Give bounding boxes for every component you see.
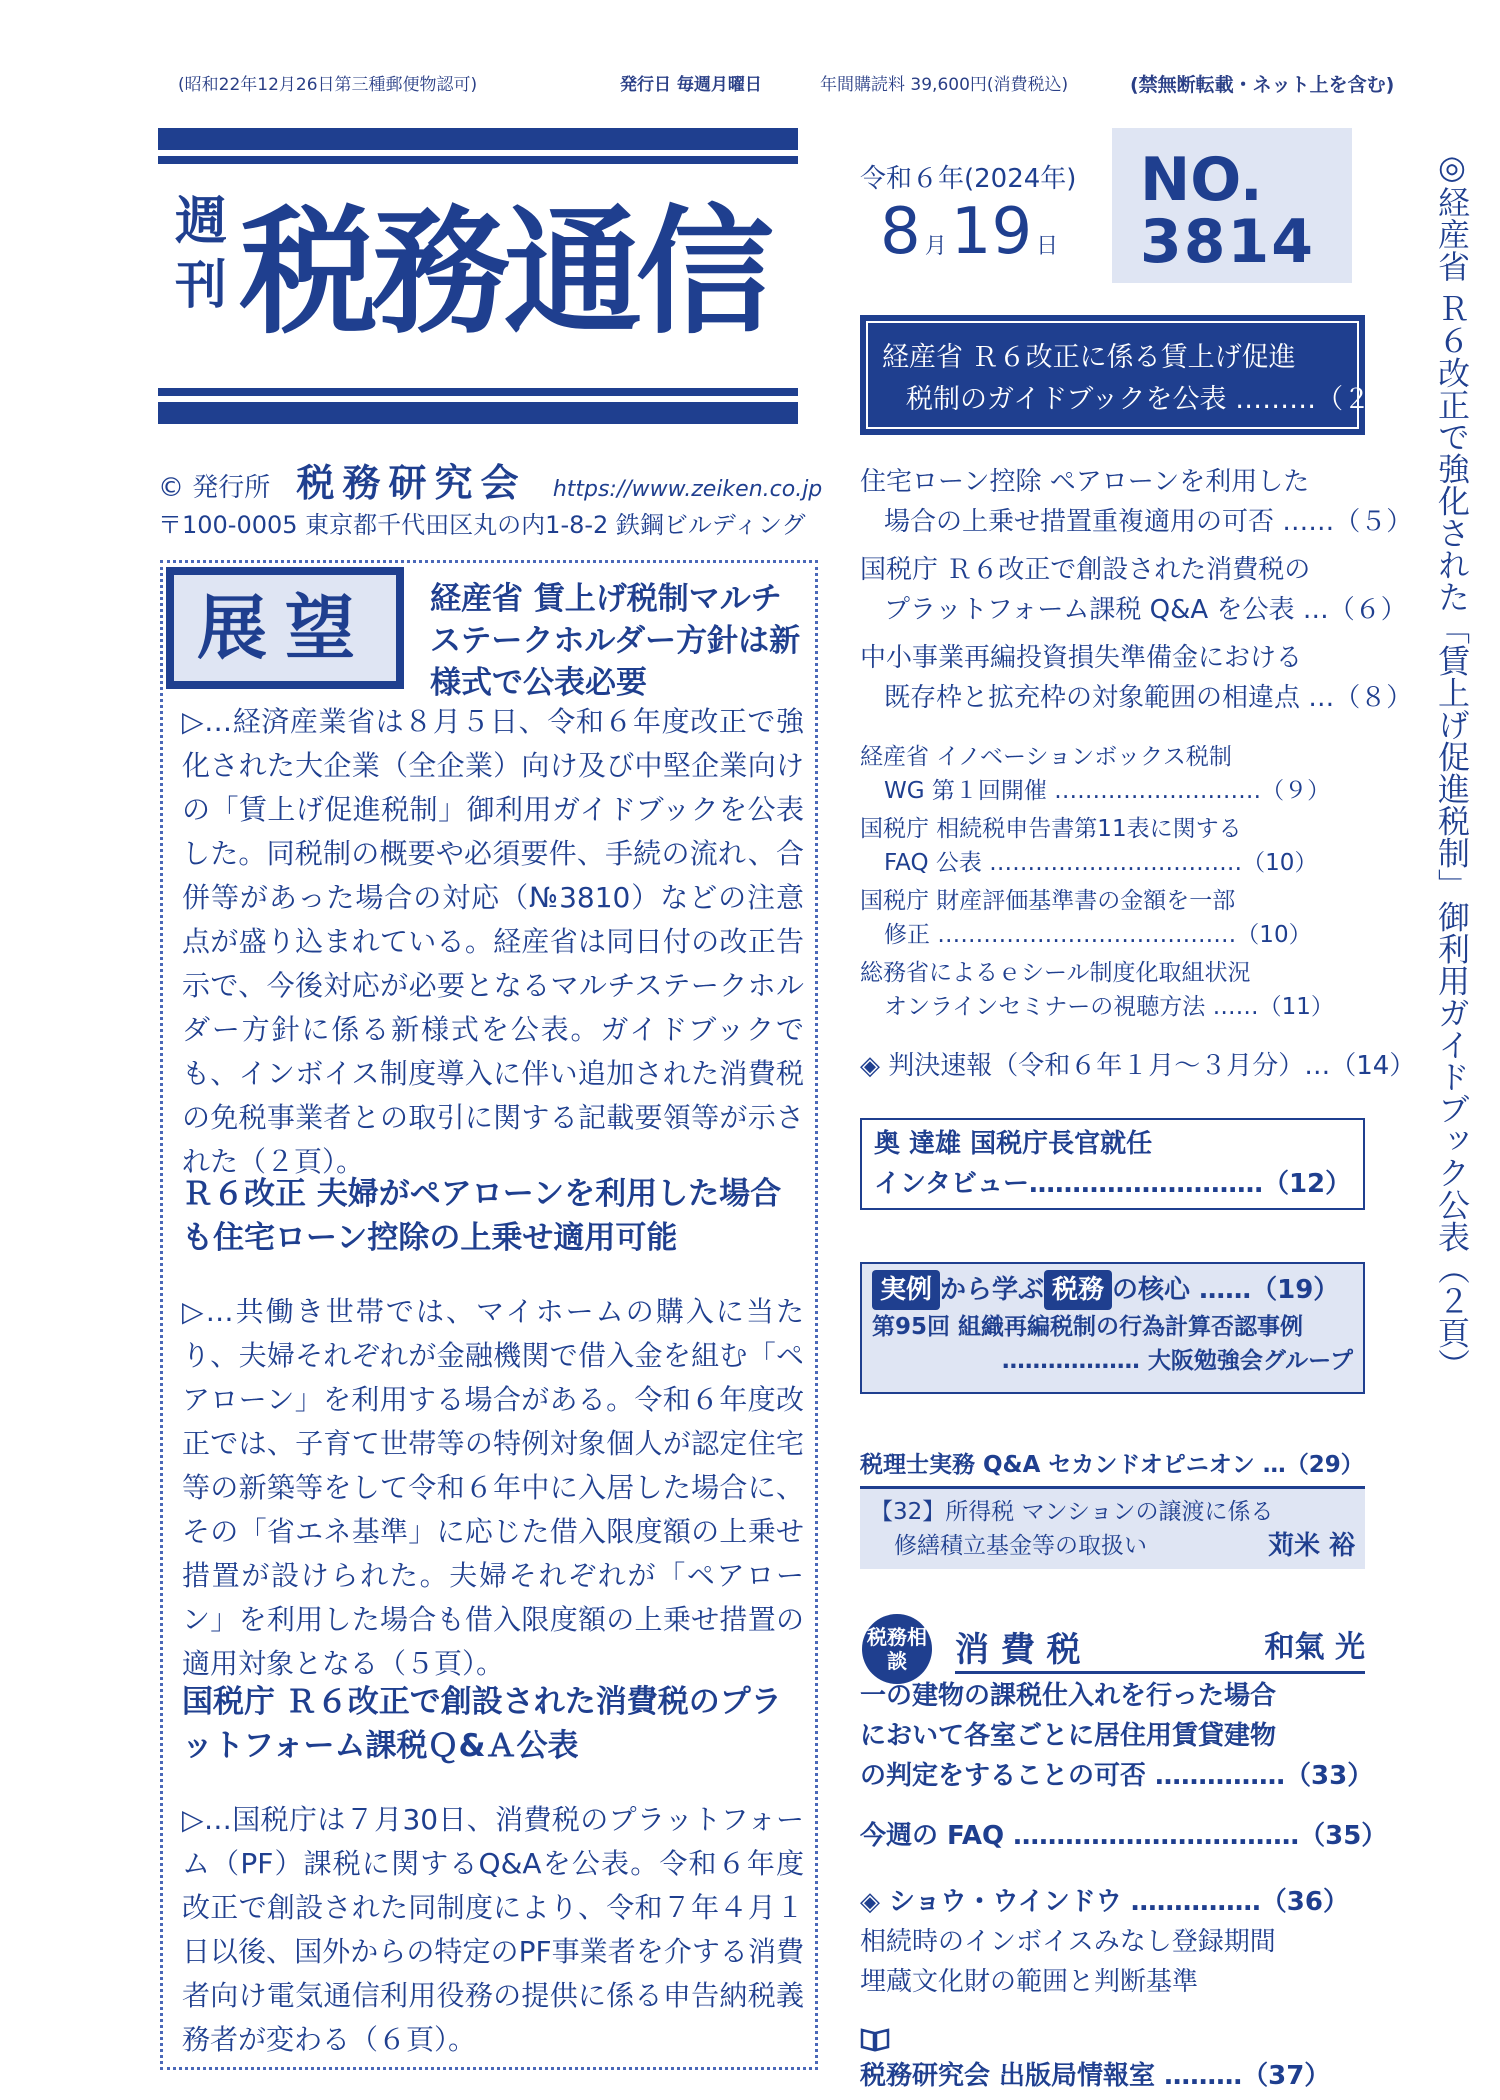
toc-item-sme-reserve[interactable] <box>860 638 1413 718</box>
toc-item-valuation[interactable] <box>860 884 1365 952</box>
issue-day-unit: 日 <box>1036 234 1059 259</box>
issue-number-label: NO. <box>1140 145 1263 215</box>
toc-item-rulings[interactable] <box>860 1046 1416 1086</box>
issue-day: 19 <box>950 195 1033 269</box>
toc-item-show-window[interactable] <box>860 1882 1365 2002</box>
toc-text: 国税庁 相続税申告書第11表に関する <box>860 816 1242 842</box>
copyright-notice: (禁無断転載・ネット上を含む) <box>1130 74 1395 96</box>
toc-text: 国税庁 財産評価基準書の金額を一部 <box>860 888 1236 914</box>
toc-text: 税務研究会 出版局情報室 ………（37） <box>860 2061 1331 2091</box>
outlook-head-3: 国税庁 Ｒ６改正で創設された消費税のプラットフォーム課税Ｑ&Ａ公表 <box>182 1684 782 1764</box>
outlook-badge: 展望 <box>174 575 396 681</box>
toc-text: 住宅ローン控除 ペアローンを利用した <box>860 467 1310 497</box>
toc-text: インタビュー………………………（12） <box>874 1169 1352 1199</box>
toc-text: 国税庁 Ｒ６改正で創設された消費税の <box>860 555 1311 585</box>
toc-consult-item[interactable] <box>860 1676 1374 1796</box>
toc-text: の判定をすることの可否 ……………（33） <box>860 1761 1374 1791</box>
consult-author: 和氣 光 <box>1264 1630 1365 1665</box>
toc-text: ◈ 判決速報（令和６年１月～３月分）…（14） <box>860 1051 1416 1081</box>
masthead-stripe-bottom-thin <box>158 388 798 396</box>
toc-text: 修正 …………………………………（10） <box>884 922 1312 948</box>
consult-badge: 税務相談 <box>862 1614 932 1684</box>
consult-title: 消 費 税 <box>955 1630 1081 1670</box>
toc-interview-box[interactable] <box>860 1118 1365 1210</box>
qa-title: 税理士実務 Q&A セカンドオピニオン …（29） <box>860 1448 1365 1489</box>
case-chip-1: 実例 <box>872 1270 940 1310</box>
toc-text: 今週の FAQ ……………………………（35） <box>860 1821 1388 1851</box>
toc-item-eseal[interactable] <box>860 956 1365 1024</box>
publisher-line <box>158 452 822 507</box>
toc-text: 総務省によるｅシール制度化取組状況 <box>860 960 1251 986</box>
qa-sub-2 <box>870 1529 1355 1563</box>
toc-qa-box[interactable] <box>860 1448 1365 1569</box>
lead-article-line-2: 税制のガイドブックを公表 ………（２） <box>906 384 1398 415</box>
magazine-title: 税務通信 <box>240 192 769 353</box>
masthead-stripe-top-thin <box>158 156 798 164</box>
vertical-headline: ◎経産省 Ｒ６改正で強化された「賃上げ促進税制」御利用ガイドブック公表（２頁） <box>1433 148 1471 1381</box>
toc-text: プラットフォーム課税 Q&A を公表 …（６） <box>884 595 1407 625</box>
case-study-author: ……………… 大阪勉強会グループ <box>1001 1348 1353 1374</box>
lead-article-box[interactable] <box>860 315 1398 435</box>
case-study-sub: 第95回 組織再編税制の行為計算否認事例 <box>872 1314 1304 1340</box>
toc-item-inheritance-faq[interactable] <box>860 812 1365 880</box>
issue-month: 8 <box>880 195 921 269</box>
publisher-url[interactable]: https://www.zeiken.co.jp <box>552 477 823 502</box>
issue-era-year: 令和６年(2024年) <box>860 164 1077 194</box>
masthead-stripe-top <box>158 128 798 150</box>
outlook-head-2: Ｒ６改正 夫婦がペアローンを利用した場合も住宅ローン控除の上乗せ適用可能 <box>182 1176 782 1256</box>
book-icon <box>860 2026 890 2056</box>
outlook-title: 経産省 賃上げ税制マルチステークホルダー方針は新様式で公表必要 <box>430 581 801 701</box>
toc-text: 一の建物の課税仕入れを行った場合 <box>860 1681 1277 1711</box>
toc-text: において各室ごとに居住用賃貸建物 <box>860 1721 1277 1751</box>
lead-article-line-1: 経産省 Ｒ６改正に係る賃上げ促進 <box>882 342 1296 373</box>
outlook-body-1: ▷…経済産業省は８月５日、令和６年度改正で強化された大企業（全企業）向け及び中堅企業向けの「賃上げ促進税制」御利用ガイドブックを公表した。同税制の概要や必須要件、手続の流れ、合併等があった場合の対応（№3810）などの注意点が盛り込まれている。経産省は同日付の改正告示で、今後対応が必要となるマルチステークホルダー方針に係る新様式を公表。ガイドブックでも、インボイス制度導入に伴い追加された消費税の免税事業者との取引に関する記載要領等が示された（２頁）。 <box>182 705 804 1178</box>
toc-text: 埋蔵文化財の範囲と判断基準 <box>860 1967 1199 1997</box>
case-mid: から学ぶ <box>940 1275 1045 1305</box>
issue-number: 3814 <box>1140 207 1315 277</box>
toc-item-faq[interactable] <box>860 1816 1388 1856</box>
toc-text: 奥 達雄 国税庁長官就任 <box>874 1129 1153 1159</box>
toc-case-study-box[interactable] <box>860 1262 1365 1394</box>
qa-sub-1: 【32】所得税 マンションの譲渡に係る <box>870 1499 1274 1525</box>
toc-text: ◈ ショウ・ウインドウ ……………（36） <box>860 1887 1349 1917</box>
toc-text: 既存枠と拡充枠の対象範囲の相違点 …（８） <box>884 683 1413 713</box>
qa-author: 苅米 裕 <box>1267 1531 1355 1561</box>
case-chip-2: 税務 <box>1044 1270 1112 1310</box>
postal-permit: (昭和22年12月26日第三種郵便物認可) <box>178 75 478 95</box>
toc-text: FAQ 公表 ……………………………（10） <box>884 850 1318 876</box>
toc-item-housing-loan[interactable] <box>860 462 1413 542</box>
toc-item-info-room[interactable] <box>860 2026 1365 2096</box>
toc-text: 相続時のインボイスみなし登録期間 <box>860 1927 1276 1957</box>
qa-sub-2-text: 修繕積立基金等の取扱い <box>894 1533 1147 1559</box>
publisher-name: 税務研究会 <box>296 461 527 505</box>
issue-date <box>880 192 1062 287</box>
issue-month-unit: 月 <box>924 234 947 259</box>
qa-detail <box>860 1489 1365 1569</box>
issue-day: 発行日 毎週月曜日 <box>620 75 762 95</box>
toc-text: WG 第１回開催 ………………………（９） <box>884 778 1331 804</box>
outlook-body-3: ▷…国税庁は７月30日、消費税のプラットフォーム（PF）課税に関するQ&Aを公表。令和６年度改正で創設された同制度により、令和７年４月１日以後、国外からの特定のPF事業者を介する消費者向け電気通信利用役務の提供に係る申告納税義務者が変わる（６頁）。 <box>182 1803 804 2056</box>
case-end: の核心 ……（19） <box>1112 1275 1340 1305</box>
toc-text: オンラインセミナーの視聴方法 ……（11） <box>884 994 1334 1020</box>
toc-item-platform-tax[interactable] <box>860 550 1407 630</box>
masthead-stripe-bottom <box>158 402 798 424</box>
toc-text: 中小事業再編投資損失準備金における <box>860 643 1303 673</box>
publisher-address: 〒100-0005 東京都千代田区丸の内1-8-2 鉄鋼ビルディング <box>158 511 806 539</box>
toc-text: 経産省 イノベーションボックス税制 <box>860 744 1232 770</box>
outlook-body-2: ▷…共働き世帯では、マイホームの購入に当たり、夫婦それぞれが金融機関で借入金を組む「ペアローン」を利用する場合がある。令和６年度改正では、子育て世帯等の特例対象個人が認定住宅等の新築等をして令和６年中に入居した場合に、その「省エネ基準」に応じた借入限度額の上乗せ措置が設けられた。夫婦それぞれが「ペアローン」を利用した場合も借入限度額の上乗せ措置の適用対象となる（５頁）。 <box>182 1295 804 1680</box>
publisher-label: © 発行所 <box>158 473 271 503</box>
toc-item-innovation-box[interactable] <box>860 740 1365 808</box>
weekly-label: 週刊 <box>174 192 227 316</box>
consult-header <box>955 1622 1365 1674</box>
subscription-price: 年間購読料 39,600円(消費税込) <box>820 75 1069 95</box>
toc-text: 場合の上乗せ措置重複適用の可否 ……（５） <box>884 507 1413 537</box>
case-study-title <box>872 1270 1353 1310</box>
